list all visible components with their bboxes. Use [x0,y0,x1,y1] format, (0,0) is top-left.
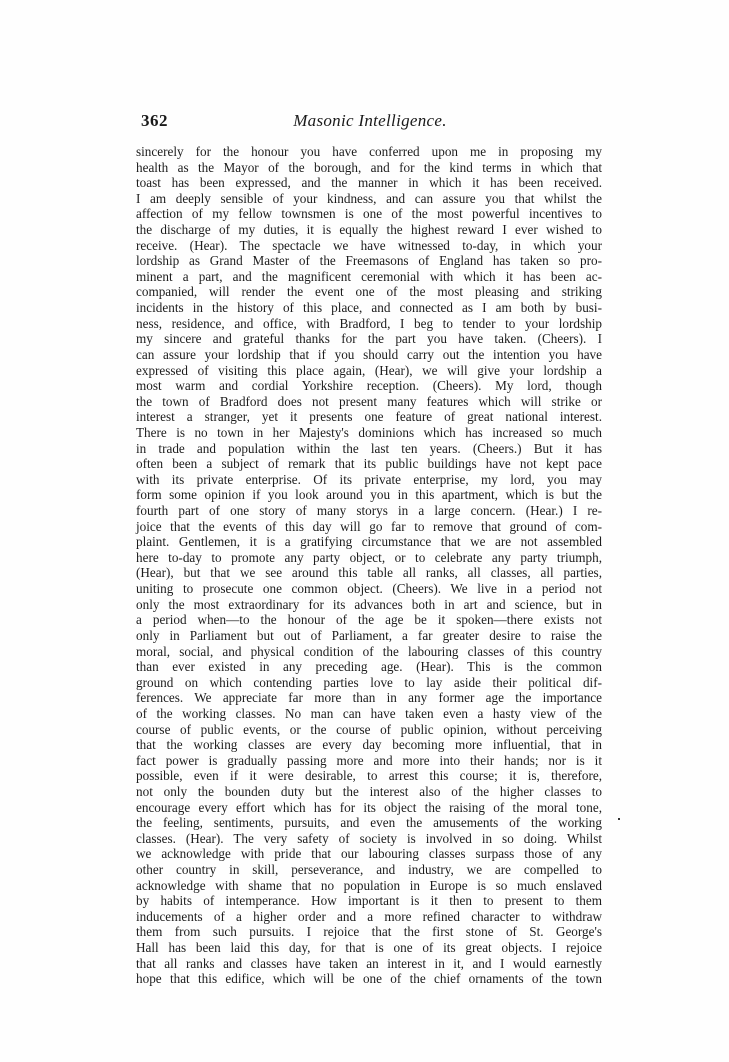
text-line: often been a subject of remark that its public buildings have not kept pace [136,456,602,472]
text-line: health as the Mayor of the borough, and for the kind terms in which that [136,159,602,175]
text-line: the town of Bradford does not present many features which will strike or [136,393,602,409]
text-line: Hall has been laid this day, for that is one of its great objects. I rejoice [136,940,602,956]
text-line: companied, will render the event one of the most pleasing and striking [136,284,602,300]
text-line: possible, even if it were desirable, to arrest this course; it is, therefore, [136,768,602,784]
text-line: in trade and population within the last ten years. (Cheers.) But it has [136,440,602,456]
text-line: minent a part, and the magnificent ceremonial with which it has been ac- [136,268,602,284]
text-line: inducements of a higher order and a more refined character to withdraw [136,908,602,924]
text-line: incidents in the history of this place, and connected as I am both by busi- [136,300,602,316]
text-line: can assure your lordship that if you should carry out the intention you have [136,346,602,362]
text-line: plaint. Gentlemen, it is a gratifying circumstance that we are not assembled [136,534,602,550]
text-line: (Hear), but that we see around this table all ranks, all classes, all parties, [136,565,602,581]
text-line: we acknowledge with pride that our labouring classes surpass those of any [136,846,602,862]
text-line: my sincere and grateful thanks for the part you have taken. (Cheers). I [136,331,602,347]
text-line: course of public events, or the course of public opinion, without perceiving [136,721,602,737]
text-line: receive. (Hear). The spectacle we have witnessed to-day, in which your [136,237,602,253]
text-line: only in Parliament but out of Parliament, a far greater desire to raise the [136,627,602,643]
text-line: not only the bounden duty but the interest also of the higher classes to [136,783,602,799]
text-line: only the most extraordinary for its advances both in art and science, but in [136,596,602,612]
text-line: moral, social, and physical condition of the labouring classes of this country [136,643,602,659]
text-line: by habits of intemperance. How important is it then to present to them [136,893,602,909]
text-line: most warm and cordial Yorkshire reception. (Cheers). My lord, though [136,378,602,394]
text-line: them from such pursuits. I rejoice that the first stone of St. George's [136,924,602,940]
text-line: sincerely for the honour you have conferred upon me in proposing my [136,144,602,159]
text-line: acknowledge with shame that no population in Europe is so much enslaved [136,877,602,893]
text-line: affection of my fellow townsmen is one of the most powerful incentives to [136,206,602,222]
text-line: toast has been expressed, and the manner in which it has been received. [136,175,602,191]
text-line: ness, residence, and office, with Bradford, I beg to tender to your lordship [136,315,602,331]
running-title: Masonic Intelligence. [293,111,447,130]
text-line: classes. (Hear). The very safety of society is involved in so doing. Whilst [136,830,602,846]
text-line: expressed of visiting this place again, (Hear), we will give your lordship a [136,362,602,378]
body-paragraph [136,144,602,987]
text-line: I am deeply sensible of your kindness, and can assure you that whilst the [136,190,602,206]
text-line: than ever existed in any preceding age. (Hear). This is the common [136,659,602,675]
text-line: There is no town in her Majesty's dominions which has increased so much [136,424,602,440]
text-line: uniting to prosecute one common object. (Cheers). We live in a period not [136,581,602,597]
text-line: other country in skill, perseverance, and industry, we are compelled to [136,862,602,878]
text-line: interest a stranger, yet it presents one feature of great national interest. [136,409,602,425]
ink-speck [618,818,620,820]
text-line: a period when—to the honour of the age be it spoken—there exists not [136,612,602,628]
text-line: here to-day to promote any party object, or to celebrate any party triumph, [136,549,602,565]
text-line: the feeling, sentiments, pursuits, and even the amusements of the working [136,815,602,831]
text-line: the discharge of my duties, it is equally the highest reward I ever wished to [136,222,602,238]
text-line: lordship as Grand Master of the Freemasons of England has taken so pro- [136,253,602,269]
text-line: that the working classes are every day becoming more influential, that in [136,737,602,753]
text-line: fourth part of one story of many storys in a large concern. (Hear.) I re- [136,503,602,519]
text-line: hope that this edifice, which will be one of the chief ornaments of the town [136,971,602,987]
text-line: joice that the events of this day will go far to remove that ground of com- [136,518,602,534]
page-header [141,111,599,135]
text-line: of the working classes. No man can have taken even a hasty view of the [136,705,602,721]
text-line: form some opinion if you look around you in this apartment, which is but the [136,487,602,503]
text-line: encourage every effort which has for its object the raising of the moral tone, [136,799,602,815]
text-line: that all ranks and classes have taken an interest in it, and I would earnestly [136,955,602,971]
text-line: with its private enterprise. Of its private enterprise, my lord, you may [136,471,602,487]
text-line: fact power is gradually passing more and more into their hands; nor is it [136,752,602,768]
page-number: 362 [141,111,168,130]
text-line: ferences. We appreciate far more than in any former age the importance [136,690,602,706]
text-line: ground on which contending parties love to lay aside their political dif- [136,674,602,690]
